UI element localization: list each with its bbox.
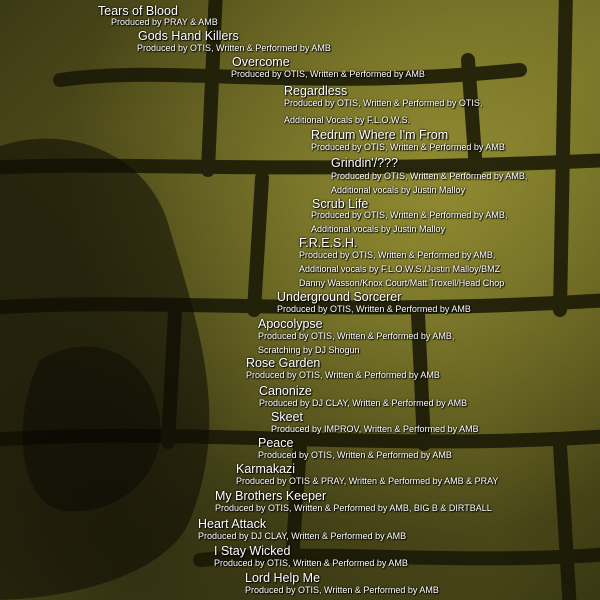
track-credit-line: Additional Vocals by F.L.O.W.S. [284,115,411,125]
track-title: F.R.E.S.H. [299,236,358,250]
track-title: Tears of Blood [98,4,178,18]
track-credit-line: Produced by OTIS, Written & Performed by AMB [311,142,505,152]
track-title: Underground Sorcerer [277,290,402,304]
track-credit-line: Produced by OTIS, Written & Performed by AMB [245,585,439,595]
track-credit-line: Produced by OTIS & PRAY, Written & Performed by AMB & PRAY [236,476,499,486]
track-title: I Stay Wicked [214,544,291,558]
track-credit-line: Produced by DJ CLAY, Written & Performed by AMB [198,531,407,541]
track-title: Rose Garden [246,356,321,370]
track-title: Canonize [259,384,312,398]
track-title: Overcome [232,55,290,69]
track-credit-line: Produced by OTIS, Written & Performed by AMB, [258,331,455,341]
track-credit-line: Produced by OTIS, Written & Performed by AMB [258,450,452,460]
track-credit-line: Produced by IMPROV, Written & Performed by AMB [271,424,479,434]
track-credit-line: Produced by OTIS, Written & Performed by OTIS, [284,98,483,108]
track-title: Grindin'/??? [331,156,399,170]
track-title: Apocolypse [258,317,323,331]
track-credit-line: Produced by OTIS, Written & Performed by AMB, [331,171,528,181]
track-credit-line: Scratching by DJ Shogun [258,345,360,355]
track-title: Karmakazi [236,462,296,476]
track-credit-line: Produced by PRAY & AMB [111,17,218,27]
track-credit-line: Produced by OTIS, Written & Performed by AMB [246,370,440,380]
track-credit-line: Produced by OTIS, Written & Performed by AMB, [299,250,496,260]
track-title: My Brothers Keeper [215,489,327,503]
track-credit-line: Produced by OTIS, Written & Performed by AMB [277,304,471,314]
track-credit-line: Danny Wasson/Knox Court/Matt Troxell/Head Chop [299,278,505,288]
track-title: Gods Hand Killers [138,29,239,43]
track-credit-line: Produced by OTIS, Written & Performed by AMB, [311,210,508,220]
track-title: Heart Attack [198,517,267,531]
track-credit-line: Additional vocals by Justin Malloy [331,185,466,195]
track-credit-line: Additional vocals by Justin Malloy [311,224,446,234]
track-title: Peace [258,436,294,450]
track-title: Redrum Where I'm From [311,128,449,142]
track-title: Lord Help Me [245,571,321,585]
track-credit-line: Produced by OTIS, Written & Performed by AMB [231,69,425,79]
track-credit-line: Produced by OTIS, Written & Performed by AMB [137,43,331,53]
track-credit-line: Additional vocals by F.L.O.W.S./Justin Malloy/BMZ [299,264,501,274]
track-title: Scrub Life [312,197,369,211]
track-title: Regardless [284,84,348,98]
track-title: Skeet [271,410,303,424]
track-credit-line: Produced by OTIS, Written & Performed by AMB, BIG B & DIRTBALL [215,503,492,513]
track-credit-line: Produced by DJ CLAY, Written & Performed by AMB [259,398,468,408]
track-credit-line: Produced by OTIS, Written & Performed by AMB [214,558,408,568]
